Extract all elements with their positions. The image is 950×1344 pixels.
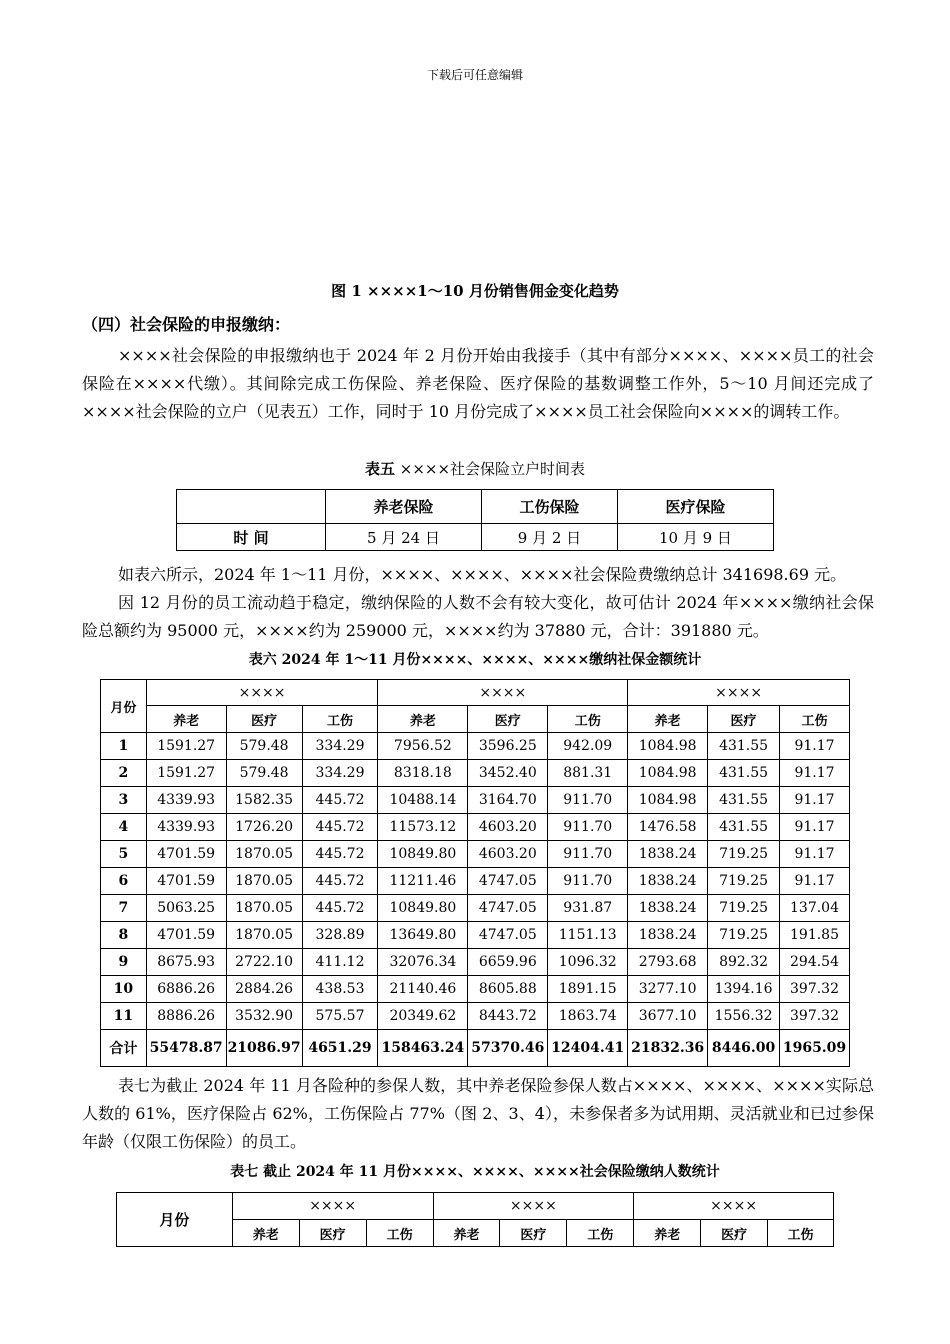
table6-month-cell: 3 [101,787,147,814]
table6-value-cell: 32076.34 [378,949,468,976]
table-row [101,814,850,841]
table-row [101,787,850,814]
table5-cell: 9 月 2 日 [482,524,618,551]
table6-value-cell: 911.70 [548,814,628,841]
table6-value-cell: 1084.98 [628,760,708,787]
table6-value-cell: 10488.14 [378,787,468,814]
table6-value-cell: 1870.05 [226,895,302,922]
table6-value-cell: 8446.00 [708,1030,780,1067]
table6-subheader: 养老 [628,706,708,733]
table6-value-cell: 719.25 [708,868,780,895]
section-heading: （四）社会保险的申报缴纳： [82,315,291,334]
table6-subheader: 医疗 [468,706,548,733]
table6-group-header: ×××× [628,680,850,706]
table6-value-cell: 881.31 [548,760,628,787]
table6-value-cell: 942.09 [548,733,628,760]
table6-value-cell: 4747.05 [468,868,548,895]
table6-value-cell: 4339.93 [146,814,226,841]
table5-cell: 5 月 24 日 [326,524,482,551]
table6-value-cell: 1838.24 [628,922,708,949]
table-row [101,895,850,922]
table5 [176,489,774,551]
table6-group-row [101,680,850,706]
table6-value-cell: 1476.58 [628,814,708,841]
table6-value-cell: 719.25 [708,895,780,922]
table5-cell: 10 月 9 日 [617,524,773,551]
table6-value-cell: 3452.40 [468,760,548,787]
table6-value-cell: 1394.16 [708,976,780,1003]
table6-value-cell: 13649.80 [378,922,468,949]
table6-value-cell: 1591.27 [146,733,226,760]
table6-value-cell: 1591.27 [146,760,226,787]
table7-subheader: 工伤 [768,1220,834,1247]
table6-subheader: 医疗 [708,706,780,733]
paragraph: ××××社会保险的申报缴纳也于 2024 年 2 月份开始由我接手（其中有部分××××、××××员工的社会保险在××××代缴）。其间除完成工伤保险、养老保险、医疗保险的基数调整工作外，5～10 月间还完成了××××社会保险的立户（见表五）工作，同时于 10 月份完成了××××员工社会保险向××××的调转工作。 [82,346,874,421]
table6-value-cell: 1838.24 [628,841,708,868]
table6-month-cell: 10 [101,976,147,1003]
table6-value-cell: 137.04 [780,895,850,922]
table6-value-cell: 10849.80 [378,841,468,868]
table6-value-cell: 334.29 [302,733,378,760]
table6-value-cell: 8318.18 [378,760,468,787]
table6-value-cell: 55478.87 [146,1030,226,1067]
table6-month-cell: 4 [101,814,147,841]
table6-value-cell: 4603.20 [468,841,548,868]
table6-value-cell: 1863.74 [548,1003,628,1030]
table6-month-cell: 8 [101,922,147,949]
table7-subheader: 医疗 [701,1220,768,1247]
table6-month-cell: 2 [101,760,147,787]
table6-value-cell: 1084.98 [628,733,708,760]
table6-value-cell: 1096.32 [548,949,628,976]
table6-value-cell: 431.55 [708,814,780,841]
table5-title-text: ××××社会保险立户时间表 [399,460,586,478]
table6-value-cell: 911.70 [548,841,628,868]
table6-value-cell: 4747.05 [468,922,548,949]
table6-month-cell: 6 [101,868,147,895]
table6-value-cell: 431.55 [708,760,780,787]
table6-value-cell: 8675.93 [146,949,226,976]
table6-value-cell: 91.17 [780,760,850,787]
table6-subheader: 养老 [378,706,468,733]
table6-value-cell: 3677.10 [628,1003,708,1030]
table-row [101,976,850,1003]
table5-title [0,458,950,479]
table6-value-cell: 579.48 [226,760,302,787]
table6-value-cell: 397.32 [780,976,850,1003]
table6-total-row [101,1030,850,1067]
table6-value-cell: 1084.98 [628,787,708,814]
table6-value-cell: 1838.24 [628,895,708,922]
table6-value-cell: 6659.96 [468,949,548,976]
table6-group-header: ×××× [146,680,378,706]
table7-group-row [117,1193,834,1220]
table6-title: 表六 2024 年 1～11 月份××××、××××、××××缴纳社保金额统计 [248,652,702,668]
table6-value-cell: 11211.46 [378,868,468,895]
table6-value-cell: 10849.80 [378,895,468,922]
table7-group-header: ×××× [433,1193,634,1220]
table6-value-cell: 431.55 [708,787,780,814]
table6-month-cell: 1 [101,733,147,760]
table6-value-cell: 21140.46 [378,976,468,1003]
table6-value-cell: 91.17 [780,787,850,814]
table6-subheader: 工伤 [302,706,378,733]
table6-subheader: 工伤 [780,706,850,733]
table6-value-cell: 438.53 [302,976,378,1003]
table7-subheader: 工伤 [366,1220,433,1247]
table6-value-cell: 191.85 [780,922,850,949]
table6-group-header: ×××× [378,680,628,706]
table6-value-cell: 1838.24 [628,868,708,895]
paragraph: 因 12 月份的员工流动趋于稳定，缴纳保险的人数不会有较大变化，故可估计 2024 年××××缴纳社会保险总额约为 95000 元，××××约为 259000 元，××××约为 37880 元，合计：391880 元。 [82,593,874,640]
table6-value-cell: 294.54 [780,949,850,976]
table6-value-cell: 4651.29 [302,1030,378,1067]
table6-value-cell: 1870.05 [226,841,302,868]
table6-month-cell: 9 [101,949,147,976]
table6-value-cell: 91.17 [780,733,850,760]
table6-value-cell: 2884.26 [226,976,302,1003]
table6-value-cell: 7956.52 [378,733,468,760]
table7-month-header: 月份 [117,1193,233,1247]
table6-value-cell: 4603.20 [468,814,548,841]
table-row [101,922,850,949]
figure-caption: 图 1 ××××1～10 月份销售佣金变化趋势 [331,282,619,300]
table7-subheader: 养老 [634,1220,701,1247]
table5-title-label: 表五 [364,460,395,478]
table6-value-cell: 328.89 [302,922,378,949]
table5-row-label: 时 间 [177,524,326,551]
table5-header-row [177,490,774,524]
table6-subheader: 养老 [146,706,226,733]
table7-subheader: 工伤 [567,1220,634,1247]
table6-value-cell: 911.70 [548,868,628,895]
table6-value-cell: 3277.10 [628,976,708,1003]
table-row [101,760,850,787]
table6-body [101,733,850,1067]
table6-total-label: 合计 [101,1030,147,1067]
table6-value-cell: 158463.24 [378,1030,468,1067]
table5-header-cell: 工伤保险 [482,490,618,524]
table7-subheader: 医疗 [500,1220,567,1247]
table6-value-cell: 4339.93 [146,787,226,814]
table6-value-cell: 2793.68 [628,949,708,976]
table7 [116,1192,834,1247]
paragraph: 如表六所示，2024 年 1～11 月份，××××、××××、××××社会保险费缴纳总计 341698.69 元。 [118,565,847,584]
table-row [101,949,850,976]
table6 [100,679,850,1067]
table6-value-cell: 1582.35 [226,787,302,814]
table-row [101,868,850,895]
table6-value-cell: 445.72 [302,814,378,841]
table6-value-cell: 1151.13 [548,922,628,949]
table6-value-cell: 12404.41 [548,1030,628,1067]
table6-value-cell: 57370.46 [468,1030,548,1067]
table6-value-cell: 20349.62 [378,1003,468,1030]
table6-value-cell: 1870.05 [226,922,302,949]
page-header: 下载后可任意编辑 [426,68,523,82]
table6-value-cell: 91.17 [780,841,850,868]
table6-value-cell: 3596.25 [468,733,548,760]
table6-value-cell: 892.32 [708,949,780,976]
table6-value-cell: 445.72 [302,895,378,922]
table6-value-cell: 4747.05 [468,895,548,922]
table6-value-cell: 445.72 [302,841,378,868]
table6-value-cell: 445.72 [302,868,378,895]
paragraph: 表七为截止 2024 年 11 月各险种的参保人数，其中养老保险参保人数占××××、××××、××××实际总人数的 61%，医疗保险占 62%，工伤保险占 77%（图 2、3、4），未参保者多为试用期、灵活就业和已过参保年龄（仅限工伤保险）的员工。 [82,1076,874,1151]
table6-value-cell: 719.25 [708,922,780,949]
table6-value-cell: 4701.59 [146,841,226,868]
table5-header-cell: 养老保险 [326,490,482,524]
table6-value-cell: 4701.59 [146,868,226,895]
table6-value-cell: 911.70 [548,787,628,814]
table7-group-header: ×××× [634,1193,834,1220]
table7-subheader: 医疗 [299,1220,366,1247]
table6-value-cell: 397.32 [780,1003,850,1030]
table6-value-cell: 3164.70 [468,787,548,814]
table6-value-cell: 21832.36 [628,1030,708,1067]
table6-value-cell: 445.72 [302,787,378,814]
table7-title: 表七 截止 2024 年 11 月份××××、××××、××××社会保险缴纳人数统计 [230,1164,720,1180]
table-row [101,1003,850,1030]
table6-value-cell: 1726.20 [226,814,302,841]
table6-value-cell: 1965.09 [780,1030,850,1067]
table6-value-cell: 2722.10 [226,949,302,976]
table6-month-cell: 7 [101,895,147,922]
table6-value-cell: 3532.90 [226,1003,302,1030]
table6-value-cell: 1870.05 [226,868,302,895]
table6-value-cell: 5063.25 [146,895,226,922]
table6-value-cell: 91.17 [780,814,850,841]
table5-header-cell [177,490,326,524]
table6-value-cell: 21086.97 [226,1030,302,1067]
table6-value-cell: 575.57 [302,1003,378,1030]
table6-value-cell: 6886.26 [146,976,226,1003]
table7-group-header: ×××× [232,1193,433,1220]
table6-value-cell: 579.48 [226,733,302,760]
table6-value-cell: 431.55 [708,733,780,760]
table7-subheader: 养老 [433,1220,500,1247]
table6-subheader: 工伤 [548,706,628,733]
table6-value-cell: 719.25 [708,841,780,868]
table6-value-cell: 411.12 [302,949,378,976]
table6-value-cell: 1556.32 [708,1003,780,1030]
table-row [101,841,850,868]
table6-value-cell: 931.87 [548,895,628,922]
table6-subheader-row [101,706,850,733]
table6-value-cell: 8443.72 [468,1003,548,1030]
table6-month-cell: 5 [101,841,147,868]
table6-value-cell: 4701.59 [146,922,226,949]
table6-value-cell: 8605.88 [468,976,548,1003]
table6-value-cell: 11573.12 [378,814,468,841]
table6-value-cell: 91.17 [780,868,850,895]
table6-value-cell: 8886.26 [146,1003,226,1030]
table6-value-cell: 334.29 [302,760,378,787]
table6-subheader: 医疗 [226,706,302,733]
table6-month-cell: 11 [101,1003,147,1030]
table6-month-header: 月份 [101,680,147,733]
table5-header-cell: 医疗保险 [617,490,773,524]
table6-value-cell: 1891.15 [548,976,628,1003]
table5-row [177,524,774,551]
table-row [101,733,850,760]
table7-subheader: 养老 [232,1220,299,1247]
